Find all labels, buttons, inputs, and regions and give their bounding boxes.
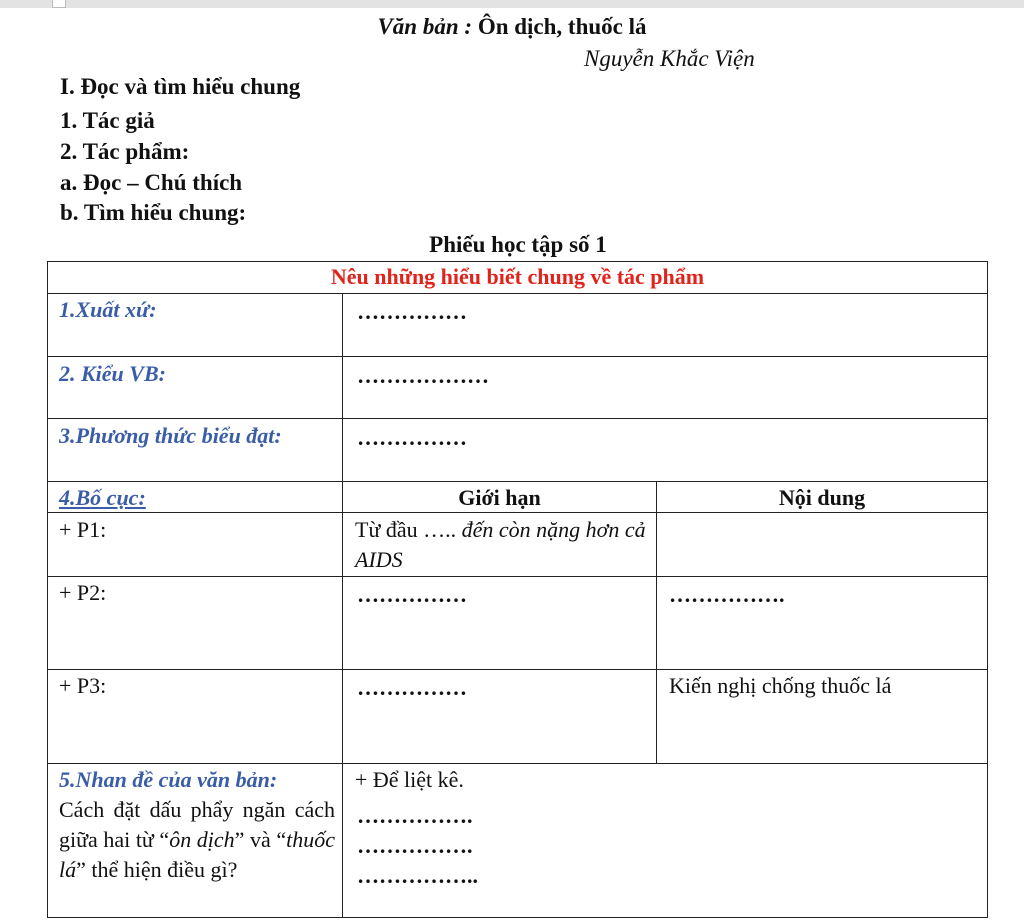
p1-limit: Từ đầu ….. đến còn nặng hơn cả AIDS (355, 517, 646, 572)
label-p3: + P3: (59, 673, 107, 698)
heading-tim-hieu-chung: b. Tìm hiểu chung: (60, 200, 247, 225)
label-nhan-de: 5.Nhan đề của văn bản: (59, 767, 278, 792)
column-noi-dung: Nội dung (778, 485, 866, 510)
worksheet-title: Phiếu học tập số 1 (429, 232, 607, 257)
p2-limit: …………… (357, 582, 467, 607)
nhan-de-answer: + Để liệt kê. (355, 767, 464, 792)
table-header: Nêu những hiểu biết chung về tác phẩm (330, 264, 705, 289)
label-phuong-thuc: 3.Phương thức biểu đạt: (59, 423, 282, 448)
heading-tac-pham: 2. Tác phẩm: (60, 139, 190, 164)
heading-tac-gia: 1. Tác giả (60, 108, 155, 133)
author-name: Nguyễn Khắc Viện (584, 46, 755, 71)
nhan-de-question: Cách đặt dấu phẩy ngăn cách giữa hai từ “ôn dịch” và “thuốc lá” thể hiện điều gì? (59, 797, 335, 882)
value-xuat-xu: …………… (357, 299, 467, 324)
value-phuong-thuc: …………… (357, 425, 467, 450)
label-bo-cuc: 4.Bố cục: (59, 485, 146, 510)
nhan-de-dots-2: ……………. (357, 833, 473, 858)
value-kieu-vb: ……………… (357, 363, 489, 388)
p3-limit: …………… (357, 675, 467, 700)
page-corner-mark (52, 0, 66, 8)
label-xuat-xu: 1.Xuất xứ: (59, 297, 157, 322)
title-main: Ôn dịch, thuốc lá (477, 14, 647, 39)
window-top-bar (0, 0, 1024, 8)
document-title: Văn bản : Ôn dịch, thuốc lá (377, 14, 647, 39)
label-p1: + P1: (59, 517, 107, 542)
nhan-de-cell (59, 765, 335, 885)
nhan-de-dots-1: ……………. (357, 803, 473, 828)
worksheet-table (47, 261, 988, 918)
p2-content: ……………. (669, 582, 785, 607)
heading-doc-chu-thich: a. Đọc – Chú thích (60, 170, 243, 195)
label-kieu-vb: 2. Kiểu VB: (59, 361, 166, 386)
p3-content: Kiến nghị chống thuốc lá (669, 673, 892, 698)
column-gioi-han: Giới hạn (458, 485, 541, 510)
nhan-de-dots-3: …………….. (357, 863, 478, 888)
heading-section-1: I. Đọc và tìm hiểu chung (60, 74, 301, 99)
label-p2: + P2: (59, 580, 107, 605)
